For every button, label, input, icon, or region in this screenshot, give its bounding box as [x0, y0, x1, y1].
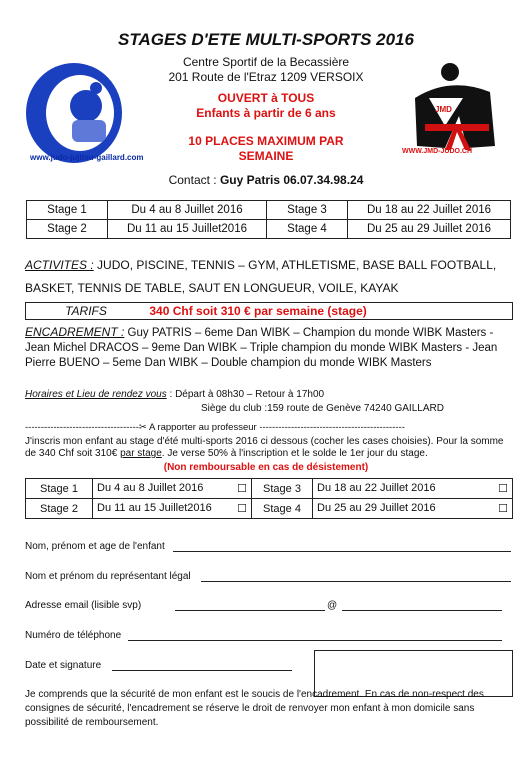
- registration-table: [25, 478, 513, 519]
- tarifs-value: 340 Chf soit 310 € par semaine (stage): [149, 304, 367, 318]
- date-signature-label: Date et signature: [25, 660, 102, 671]
- stage-cell: Stage 2: [26, 499, 93, 519]
- email-label: Adresse email (lisible svp): [25, 600, 142, 611]
- email-at: @: [327, 600, 338, 611]
- date-text: Du 11 au 15 Juillet2016: [97, 502, 212, 514]
- venue-name: Centre Sportif de la Becassière: [182, 55, 350, 69]
- activities-line2: BASKET, TENNIS DE TABLE, SAUT EN LONGUEUR, VOILE, KAYAK: [25, 281, 399, 295]
- horaires-label: Horaires et Lieu de rendez vous: [25, 389, 167, 400]
- coupon-text: [25, 436, 515, 460]
- contact-label: Contact :: [168, 173, 217, 187]
- horaires-place: Siège du club :159 route de Genève 74240 GAILLARD: [201, 403, 444, 414]
- coupon-p2: . Je verse 50% à l'inscription et le solde le 1er jour du stage.: [161, 448, 428, 459]
- coupon-p1: J'inscris mon enfant au stage d'été multi-sports 2016 ci dessous (cocher les cases choisies). Pour la somme de 340 Chf soit 310€: [25, 436, 504, 459]
- activities-text: JUDO, PISCINE, TENNIS – GYM, ATHLETISME, BASE BALL FOOTBALL,: [93, 258, 497, 272]
- stage-cell: Stage 3: [252, 479, 313, 499]
- date-cell: [313, 499, 513, 519]
- encadrement: [25, 325, 517, 371]
- table-row: [27, 220, 511, 239]
- stage-cell: Stage 3: [267, 201, 348, 220]
- table-row: [26, 479, 513, 499]
- child-name-field[interactable]: [173, 551, 511, 552]
- contact-value: Guy Patris 06.07.34.98.24: [219, 173, 364, 187]
- phone-label: Numéro de téléphone: [25, 630, 122, 641]
- tarifs-box: [25, 302, 513, 320]
- tarifs-label: TARIFS: [65, 304, 107, 318]
- email-user-field[interactable]: [175, 610, 325, 611]
- activities-label: ACTIVITES :: [25, 258, 94, 272]
- jmd-logo: [395, 58, 515, 158]
- rep-name-field[interactable]: [201, 581, 511, 582]
- date-text: Du 25 au 29 Juillet 2016: [317, 502, 436, 514]
- date-cell: Du 18 au 22 Juillet 2016: [348, 201, 511, 220]
- phone-field[interactable]: [128, 640, 502, 641]
- places-line2: SEMAINE: [238, 149, 294, 163]
- encadrement-label: ENCADREMENT :: [25, 325, 125, 339]
- club-url[interactable]: www.judo-jujitsu-gaillard.com: [30, 153, 144, 162]
- date-cell: [93, 499, 252, 519]
- date-cell: Du 11 au 15 Juillet2016: [108, 220, 267, 239]
- club-logo: [14, 58, 139, 168]
- checkbox-icon[interactable]: ☐: [237, 483, 247, 495]
- schedule-table: [26, 200, 511, 239]
- date-cell: [313, 479, 513, 499]
- page-title: STAGES D'ETE MULTI-SPORTS 2016: [118, 30, 414, 49]
- date-signature-field[interactable]: [112, 670, 292, 671]
- venue-address: 201 Route de l'Etraz 1209 VERSOIX: [168, 70, 364, 84]
- horaires-line1: [25, 389, 324, 400]
- coupon-underlined: par stage: [120, 448, 162, 459]
- date-cell: [93, 479, 252, 499]
- encadrement-text: Guy PATRIS – 6eme Dan WIBK – Champion du monde WIBK Masters - Jean Michel DRACOS – 9eme Dan WIBK – Triple champion du monde WIBK Masters - Jean Pierre BUENO – 5eme Dan WIBK – Double champion du monde WIBK Masters: [25, 327, 498, 369]
- footer-disclaimer: Je comprends que la sécurité de mon enfant est le soucis de l'encadrement. En cas de non-respect des consignes de sécurité, l'encadrement se réserve le droit de renvoyer mon enfant à mon domicile sans possibilité de remboursement.: [25, 689, 484, 728]
- checkbox-icon[interactable]: ☐: [237, 503, 247, 515]
- open-to-all: OUVERT à TOUS: [217, 91, 315, 105]
- date-cell: Du 25 au 29 Juillet 2016: [348, 220, 511, 239]
- judo-club-logo-icon: [14, 58, 139, 168]
- judoka-icon: [395, 58, 515, 158]
- stage-cell: Stage 1: [27, 201, 108, 220]
- stage-cell: Stage 4: [252, 499, 313, 519]
- jmd-url[interactable]: WWW.JMD-JUDO.CH: [402, 148, 472, 155]
- email-domain-field[interactable]: [342, 610, 502, 611]
- contact-line: [0, 173, 532, 187]
- stage-cell: Stage 1: [26, 479, 93, 499]
- date-text: Du 4 au 8 Juillet 2016: [97, 482, 204, 494]
- cut-line: ------------------------------------✂ A rapporter au professeur ----------------------------------------------: [25, 422, 405, 433]
- checkbox-icon[interactable]: ☐: [498, 483, 508, 495]
- non-refundable: (Non remboursable en cas de désistement): [163, 462, 369, 473]
- stage-cell: Stage 2: [27, 220, 108, 239]
- activities-line1: [25, 254, 515, 277]
- horaires-time: : Départ à 08h30 – Retour à 17h00: [166, 389, 325, 400]
- stage-cell: Stage 4: [267, 220, 348, 239]
- child-name-label: Nom, prénom et age de l'enfant: [25, 541, 165, 552]
- places-line1: 10 PLACES MAXIMUM PAR: [188, 134, 344, 148]
- table-row: [27, 201, 511, 220]
- date-text: Du 18 au 22 Juillet 2016: [317, 482, 436, 494]
- date-cell: Du 4 au 8 Juillet 2016: [108, 201, 267, 220]
- rep-name-label: Nom et prénom du représentant légal: [25, 571, 191, 582]
- checkbox-icon[interactable]: ☐: [498, 503, 508, 515]
- age-requirement: Enfants à partir de 6 ans: [196, 106, 336, 120]
- table-row: [26, 499, 513, 519]
- jmd-badge-text: JMD: [435, 105, 452, 114]
